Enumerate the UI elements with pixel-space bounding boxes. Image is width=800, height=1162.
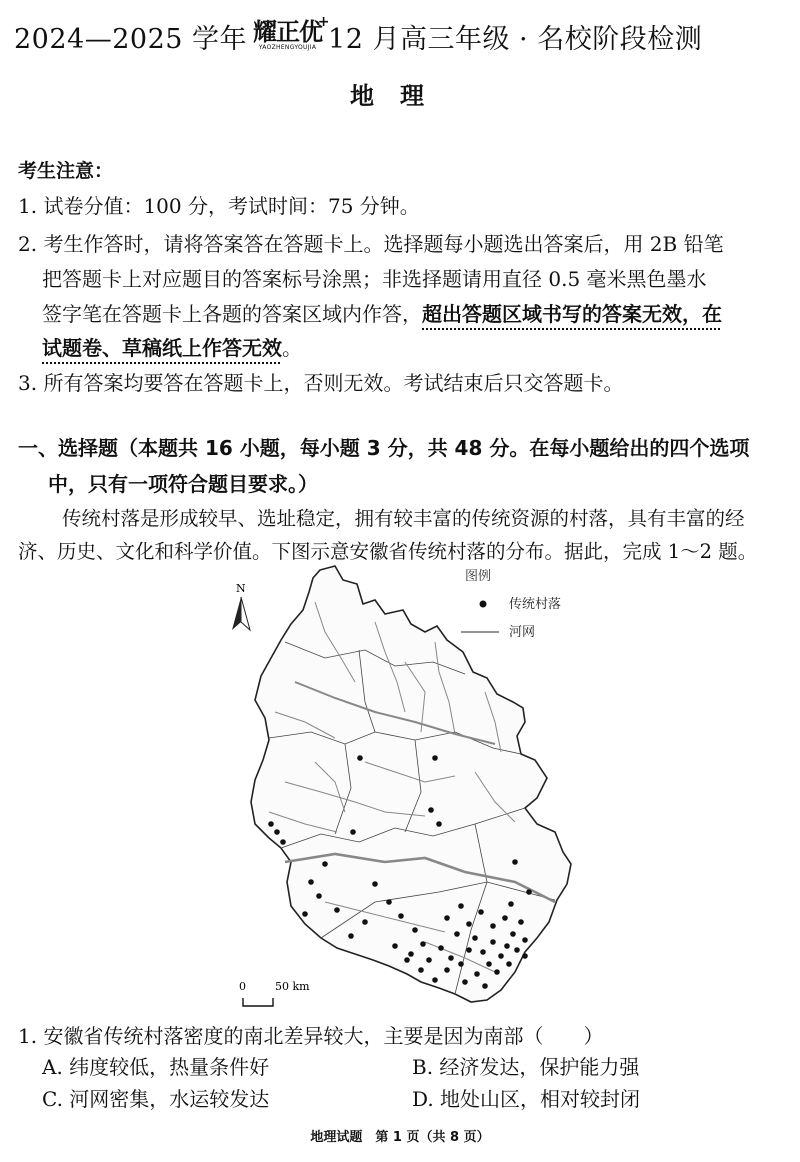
section-heading (18, 430, 788, 502)
village-dot (512, 859, 518, 865)
village-dot (404, 957, 410, 963)
notice-item-2-line-2: 把答题卡上对应题目的答案标号涂黑；非选择题请用直径 0.5 毫米黑色墨水 (42, 267, 707, 291)
exam-header (14, 14, 794, 58)
village-dot (392, 943, 398, 949)
village-dot (316, 893, 322, 899)
notice-item-1: 1. 试卷分值：100 分，考试时间：75 分钟。 (18, 194, 420, 218)
village-dot (514, 947, 520, 953)
logo-plus: + (317, 14, 331, 30)
village-dot (462, 979, 468, 985)
section-heading-line-2: 中，只有一项符合题目要求。） (48, 472, 318, 496)
scale-bar (243, 998, 273, 1006)
village-dot (490, 923, 496, 929)
village-dot (268, 821, 274, 827)
legend-village-label: 传统村落 (509, 597, 562, 612)
scale-zero: 0 (239, 980, 246, 993)
map-figure (225, 562, 595, 1012)
section-heading-line-1: 一、选择题（本题共 16 小题，每小题 3 分，共 48 分。在每小题给出的四个选项 (18, 436, 750, 460)
village-dot (436, 821, 442, 827)
village-dot (490, 939, 496, 945)
notice-item-2-line-1: 2. 考生作答时，请将答案答在答题卡上。选择题每小题选出答案后，用 2B 铅笔 (18, 232, 724, 256)
village-dot (522, 937, 528, 943)
village-dot (357, 755, 363, 761)
village-dot (280, 839, 286, 845)
north-arrow-icon (232, 597, 250, 630)
village-dot (334, 907, 340, 913)
village-dot (508, 901, 514, 907)
village-dot (498, 953, 504, 959)
village-dot (372, 881, 378, 887)
notice-emphasis-1: 超出答题区域书写的答案无效，在 (422, 302, 722, 326)
village-dot (438, 945, 444, 951)
north-label: N (236, 582, 246, 595)
village-dot (274, 829, 280, 835)
option-c[interactable]: C. 河网密集，水运较发达 (42, 1087, 270, 1111)
notice-item-2-line-3 (42, 298, 722, 327)
village-dot (348, 933, 354, 939)
village-dot (472, 935, 478, 941)
village-dot (480, 949, 486, 955)
notice-title: 考生注意： (18, 160, 114, 182)
legend-river-label: 河网 (509, 625, 536, 640)
village-dot (420, 941, 426, 947)
publisher-logo (253, 14, 331, 52)
notice-item-2-end: 。 (282, 336, 302, 360)
village-dot (482, 983, 488, 989)
village-dot (444, 915, 450, 921)
notice-item-2-plain: 签字笔在答题卡上各题的答案区域内作答， (42, 302, 422, 326)
village-dot (506, 961, 512, 967)
legend-village-icon (480, 601, 487, 608)
village-dot (428, 807, 434, 813)
village-dot (466, 947, 472, 953)
village-dot (302, 911, 308, 917)
village-dot (458, 903, 464, 909)
logo-text: 耀正优 (253, 18, 323, 46)
page-footer: 地理试题 第 1 页（共 8 页） (310, 1130, 490, 1145)
legend-title: 图例 (465, 569, 492, 584)
village-dot (308, 879, 314, 885)
header-prefix: 2024—2025 学年 (14, 23, 248, 55)
logo-subtext: YAOZHENGYOUJIA (258, 44, 317, 51)
passage-line-1: 传统村落是形成较早、选址稳定，拥有较丰富的传统资源的村落，具有丰富的经 (62, 507, 745, 530)
option-a[interactable]: A. 纬度较低，热量条件好 (42, 1055, 270, 1079)
village-dot (502, 915, 508, 921)
village-dot (522, 953, 528, 959)
question-1-stem: 1. 安徽省传统村落密度的南北差异较大，主要是因为南部（ ） (18, 1024, 604, 1048)
village-dot (444, 967, 450, 973)
notice-emphasis-2: 试题卷、草稿纸上作答无效 (42, 336, 282, 360)
village-dot (504, 943, 510, 949)
village-dot (350, 829, 356, 835)
village-dot (466, 921, 472, 927)
scale-label: 50 km (275, 980, 310, 993)
village-dot (432, 977, 438, 983)
subject-title: 地理 (350, 82, 450, 110)
passage-line-2: 济、历史、文化和科学价值。下图示意安徽省传统村落的分布。据此，完成 1～2 题。 (18, 540, 758, 563)
notice-item-3: 3. 所有答案均要答在答题卡上，否则无效。考试结束后只交答题卡。 (18, 371, 624, 395)
village-dot (432, 755, 438, 761)
village-dot (426, 957, 432, 963)
header-suffix: 12 月高三年级 · 名校阶段检测 (328, 23, 703, 55)
village-dot (474, 971, 480, 977)
village-dot (494, 969, 500, 975)
anhui-village-map (225, 562, 595, 1012)
village-dot (510, 931, 516, 937)
village-dot (398, 913, 404, 919)
village-dot (518, 919, 524, 925)
village-dot (418, 967, 424, 973)
village-dot (448, 955, 454, 961)
village-dot (362, 919, 368, 925)
village-dot (412, 927, 418, 933)
village-dot (486, 961, 492, 967)
village-dot (322, 861, 328, 867)
village-dot (386, 899, 392, 905)
village-dot (526, 889, 532, 895)
village-dot (454, 931, 460, 937)
notice-item-2-line-4 (42, 332, 302, 361)
option-b[interactable]: B. 经济发达，保护能力强 (412, 1055, 640, 1079)
option-d[interactable]: D. 地处山区，相对较封闭 (412, 1087, 641, 1111)
village-dot (458, 961, 464, 967)
village-dot (408, 951, 414, 957)
village-dot (478, 909, 484, 915)
